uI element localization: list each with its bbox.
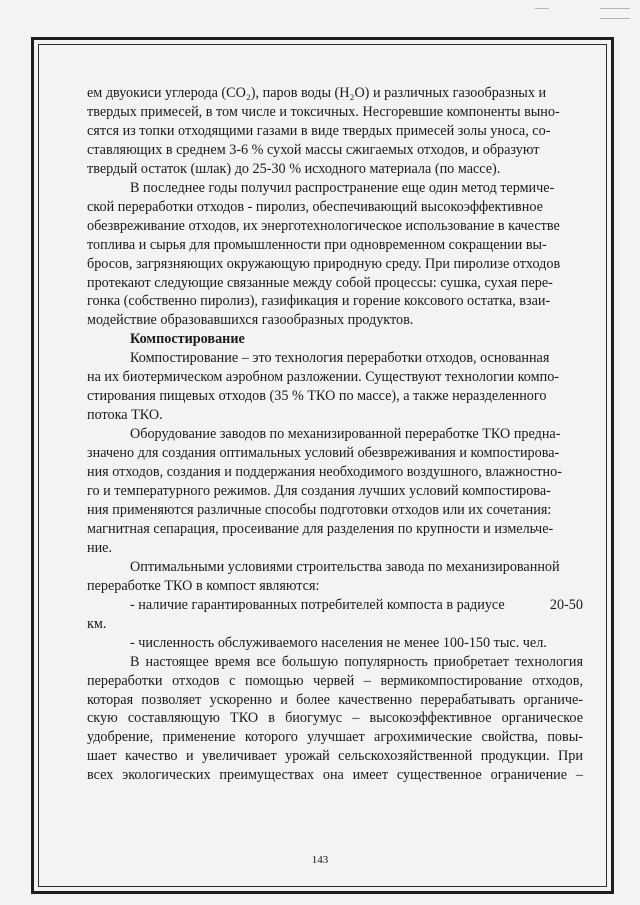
section-heading: Компостирование xyxy=(130,331,245,348)
paragraph-continuation: км. xyxy=(87,615,107,632)
paragraph: В последнее годы получил распространение еще один метод термиче- ской переработки отходов - пиролиз, обеспечивающий высокоэффективное обезвреживание отходов, их энерготехнологическое использование в качестве топлива и сырья для промышленности при одновременном сокращении вы- бросов, загрязняющих окружающую природную среду. При пиролизе отходов протекают следующие связанные между собой процессы: сушка, сухая пере- гонка (собственно пиролиз), газификация и горение коксового остатка, взаи- модействие образовавшихся газообразных продуктов. xyxy=(87,179,561,329)
paragraph: ем двуокиси углерода (CO₂), паров воды (H₂O) и различных газообразных и твердых примесей, в том числе и токсичных. Несгоревшие компоненты выно- сятся из топки отходящими газами в виде твердых примесей золы уноса, со- ставляющих в среднем 3-6 % сухой массы сжигаемых отходов, и образуют твердый остаток (шлак) до 25-30 % исходного материала (по массе). xyxy=(87,85,560,177)
page-body-text xyxy=(87,84,583,785)
list-item-line xyxy=(87,596,583,615)
scan-edge-mark xyxy=(535,8,549,9)
paragraph: Оборудование заводов по механизированной переработке ТКО предна- значено для создания оптимальных условий обезвреживания и компостирова- ния отходов, создания и поддержания необходимого воздушного, влажностно- го и температурного режимов. Для создания лучших условий компостирова- ния применяются различные способы подготовки отходов или их сочетания: магнитная сепарация, просеивание для разделения по крупности и измельче- ние. xyxy=(87,426,562,556)
page-number: 143 xyxy=(311,854,329,866)
paragraph: - численность обслуживаемого населения не менее 100-150 тыс. чел. xyxy=(130,634,547,651)
paragraph: В настоящее время все большую популярность приобретает технология переработки отходов с помощью червей – вермикомпостирование отходов, которая позволяет ускоренно и более качественно перерабатывать органиче- скую составляющую ТКО в биогумус – высокоэффективное органическое удобрение, применение которого улучшает агрохимические свойства, повы- шает качество и увеличивает урожай сельскохозяйственной продукции. При всех экологических преимуществах она имеет существенное ограничение – xyxy=(87,653,583,784)
scan-edge-mark xyxy=(600,8,630,9)
list-item-value: 20-50 xyxy=(549,596,583,613)
paragraph: Компостирование – это технология переработки отходов, основанная на их биотермическом аэробном разложении. Существуют технологии компо- стирования пищевых отходов (35 % ТКО по массе), а также неразделенного потока ТКО. xyxy=(87,350,560,424)
list-item-text: - наличие гарантированных потребителей компоста в радиусе xyxy=(130,596,505,613)
scan-edge-mark xyxy=(600,18,630,19)
paragraph: Оптимальными условиями строительства завода по механизированной переработке ТКО в компост являются: xyxy=(87,558,560,594)
